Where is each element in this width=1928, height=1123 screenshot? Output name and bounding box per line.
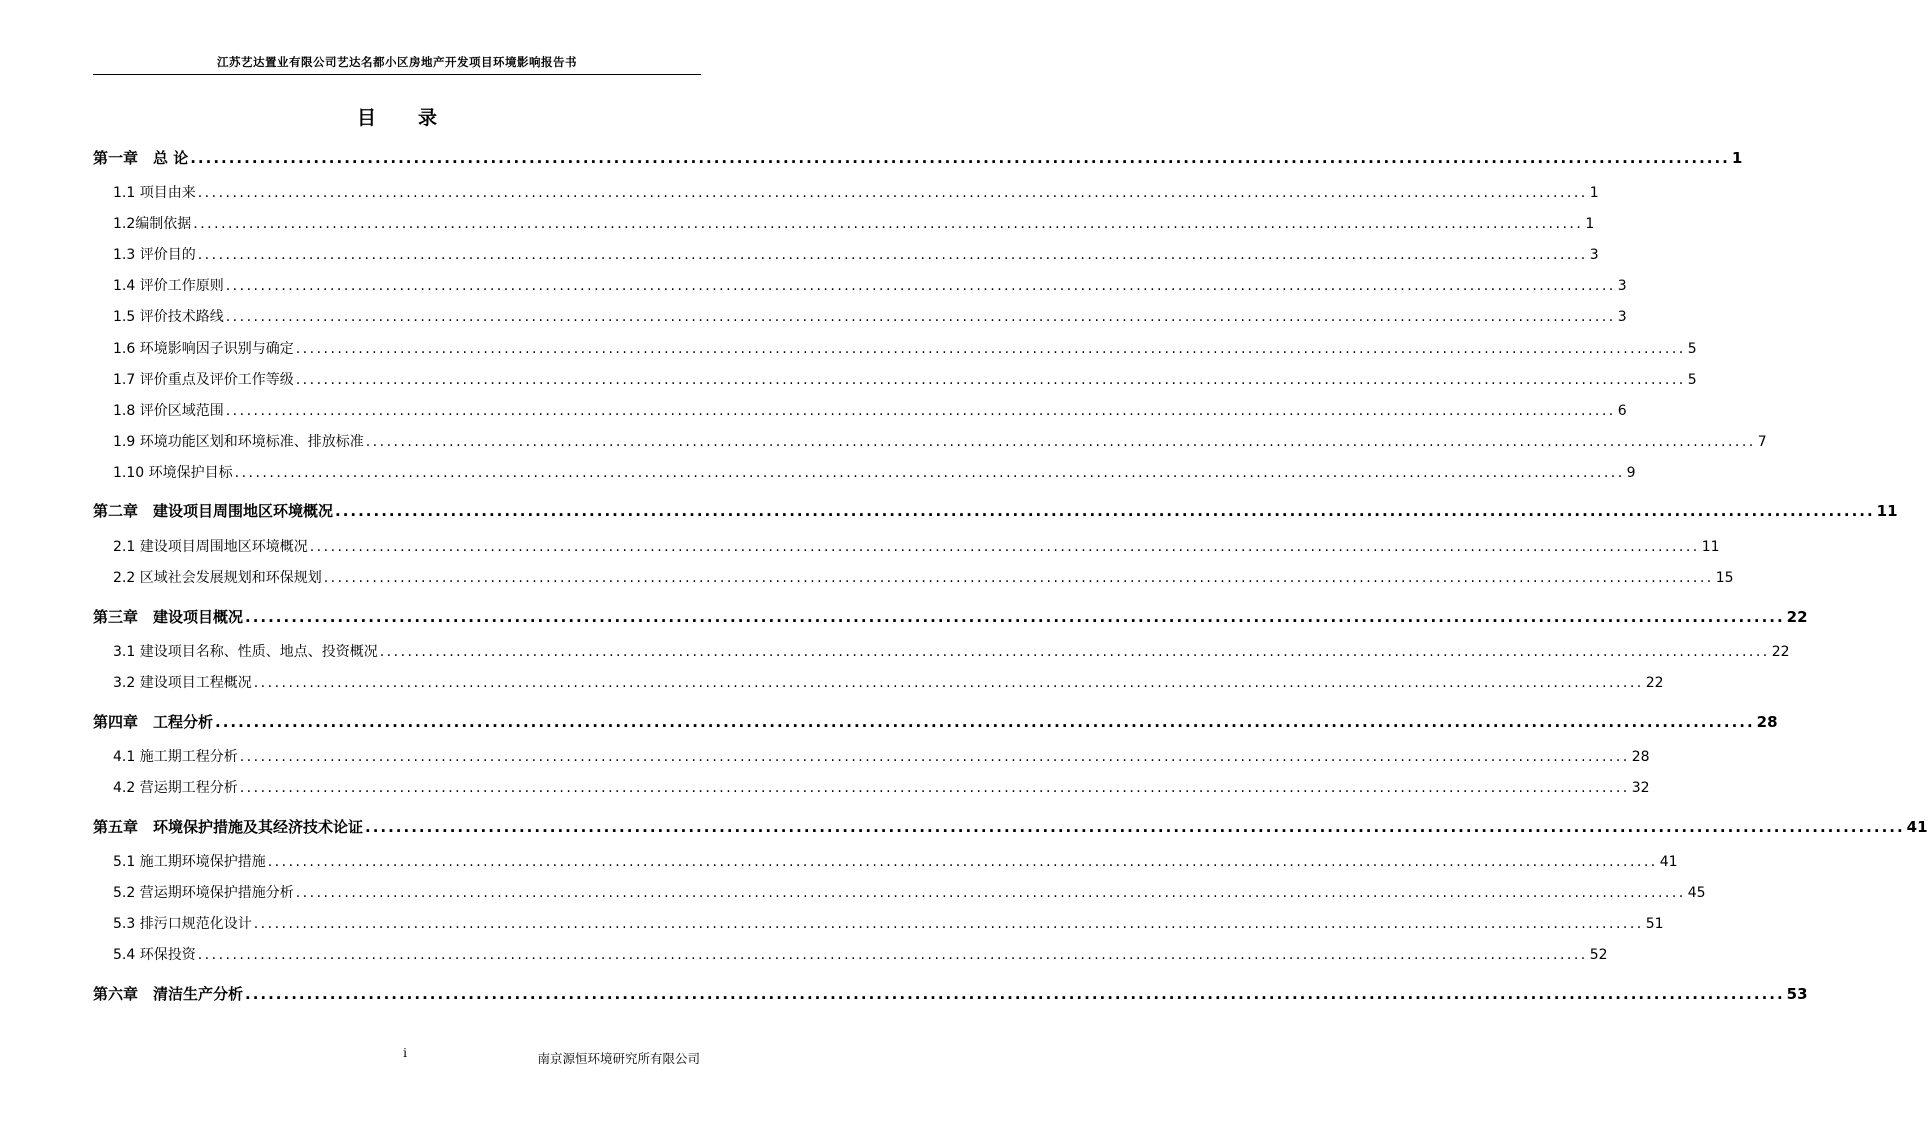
title-char-2: 录: [418, 107, 438, 129]
toc-entry-label: 5.3 排污口规范化设计: [113, 916, 252, 932]
toc-entry-page: 5: [1687, 341, 1697, 357]
toc-entry-page: 53: [1786, 985, 1808, 1003]
running-header: 江苏艺达置业有限公司艺达名都小区房地产开发项目环境影响报告书: [217, 55, 577, 69]
toc-dot-leader: ........................................................................................................................................................................................................: [335, 502, 1875, 520]
toc-chapter-entry[interactable]: [93, 816, 1928, 837]
toc-entry-page: 28: [1631, 749, 1650, 765]
toc-entry-page: 3: [1617, 309, 1627, 325]
toc-section-entry[interactable]: [113, 275, 1627, 295]
toc-entry-page: 1: [1731, 149, 1743, 167]
toc-section-entry[interactable]: [113, 851, 1678, 871]
toc-entry-label: 5.1 施工期环境保护措施: [113, 854, 266, 870]
toc-section-entry[interactable]: [113, 567, 1734, 587]
toc-entry-page: 32: [1631, 780, 1650, 796]
toc-section-entry[interactable]: [113, 641, 1790, 661]
toc-entry-page: 41: [1659, 854, 1678, 870]
toc-dot-leader: ........................................................................................................................................................................................................: [295, 372, 1686, 388]
toc-section-entry[interactable]: [113, 431, 1767, 451]
toc-dot-leader: ........................................................................................................................................................................................................: [245, 608, 1785, 626]
footer-organization: 南京源恒环境研究所有限公司: [537, 1051, 700, 1066]
toc-entry-page: 22: [1645, 675, 1664, 691]
toc-dot-leader: ........................................................................................................................................................................................................: [295, 885, 1686, 901]
toc-chapter-entry[interactable]: [93, 983, 1808, 1004]
toc-dot-leader: ........................................................................................................................................................................................................: [365, 434, 1756, 450]
toc-entry-label: 第三章 建设项目概况: [93, 608, 244, 626]
toc-entry-label: 1.1 项目由来: [113, 185, 196, 201]
toc-section-entry[interactable]: [113, 400, 1627, 420]
toc-dot-leader: ........................................................................................................................................................................................................: [379, 644, 1770, 660]
toc-entry-page: 41: [1906, 818, 1928, 836]
toc-entry-label: 1.4 评价工作原则: [113, 278, 224, 294]
toc-dot-leader: ........................................................................................................................................................................................................: [197, 185, 1588, 201]
toc-entry-label: 3.2 建设项目工程概况: [113, 675, 252, 691]
toc-entry-label: 1.10 环境保护目标: [113, 465, 233, 481]
toc-dot-leader: ........................................................................................................................................................................................................: [234, 465, 1625, 481]
toc-entry-page: 15: [1715, 570, 1734, 586]
toc-entry-label: 1.2编制依据: [113, 216, 192, 232]
toc-entry-page: 52: [1589, 947, 1608, 963]
title-char-1: 目: [356, 107, 376, 129]
toc-entry-page: 7: [1757, 434, 1767, 450]
toc-chapter-entry[interactable]: [93, 500, 1898, 521]
toc-chapter-entry[interactable]: [93, 711, 1778, 732]
toc-dot-leader: ........................................................................................................................................................................................................: [225, 278, 1616, 294]
footer-page-number: i: [403, 1046, 407, 1060]
toc-dot-leader: ........................................................................................................................................................................................................: [225, 309, 1616, 325]
toc-section-entry[interactable]: [113, 536, 1720, 556]
toc-entry-label: 第四章 工程分析: [93, 713, 214, 731]
toc-entry-label: 1.5 评价技术路线: [113, 309, 224, 325]
toc-dot-leader: ........................................................................................................................................................................................................: [239, 780, 1630, 796]
toc-section-entry[interactable]: [113, 306, 1627, 326]
toc-entry-page: 51: [1645, 916, 1664, 932]
toc-entry-label: 1.6 环境影响因子识别与确定: [113, 341, 294, 357]
toc-dot-leader: ........................................................................................................................................................................................................: [267, 854, 1658, 870]
toc-section-entry[interactable]: [113, 672, 1664, 692]
toc-entry-page: 1: [1585, 216, 1595, 232]
toc-entry-label: 第二章 建设项目周围地区环境概况: [93, 502, 334, 520]
toc-entry-page: 3: [1617, 278, 1627, 294]
toc-dot-leader: ........................................................................................................................................................................................................: [193, 216, 1584, 232]
toc-entry-label: 第六章 清洁生产分析: [93, 985, 244, 1003]
toc-chapter-entry[interactable]: [93, 606, 1808, 627]
toc-entry-page: 11: [1701, 539, 1720, 555]
toc-entry-page: 5: [1687, 372, 1697, 388]
toc-dot-leader: ........................................................................................................................................................................................................: [215, 713, 1755, 731]
toc-section-entry[interactable]: [113, 746, 1650, 766]
toc-entry-label: 第一章 总 论: [93, 149, 189, 167]
toc-dot-leader: ........................................................................................................................................................................................................: [197, 947, 1588, 963]
toc-entry-label: 3.1 建设项目名称、性质、地点、投资概况: [113, 644, 378, 660]
toc-entry-label: 第五章 环境保护措施及其经济技术论证: [93, 818, 364, 836]
toc-entry-label: 4.2 营运期工程分析: [113, 780, 238, 796]
toc-section-entry[interactable]: [113, 244, 1599, 264]
toc-section-entry[interactable]: [113, 777, 1650, 797]
toc-entry-page: 11: [1876, 502, 1898, 520]
toc-entry-label: 1.8 评价区域范围: [113, 403, 224, 419]
toc-dot-leader: ........................................................................................................................................................................................................: [245, 985, 1785, 1003]
toc-entry-page: 1: [1589, 185, 1599, 201]
toc-section-entry[interactable]: [113, 338, 1697, 358]
toc-dot-leader: ........................................................................................................................................................................................................: [197, 247, 1588, 263]
toc-section-entry[interactable]: [113, 462, 1636, 482]
toc-section-entry[interactable]: [113, 882, 1706, 902]
toc-entry-page: 6: [1617, 403, 1627, 419]
toc-entry-page: 45: [1687, 885, 1706, 901]
toc-entry-page: 3: [1589, 247, 1599, 263]
toc-entry-page: 9: [1626, 465, 1636, 481]
toc-entry-page: 28: [1756, 713, 1778, 731]
toc-entry-label: 2.1 建设项目周围地区环境概况: [113, 539, 308, 555]
toc-dot-leader: ........................................................................................................................................................................................................: [253, 916, 1644, 932]
toc-dot-leader: ........................................................................................................................................................................................................: [253, 675, 1644, 691]
toc-entry-label: 2.2 区域社会发展规划和环保规划: [113, 570, 322, 586]
toc-entry-page: 22: [1771, 644, 1790, 660]
toc-entry-label: 4.1 施工期工程分析: [113, 749, 238, 765]
toc-dot-leader: ........................................................................................................................................................................................................: [225, 403, 1616, 419]
toc-dot-leader: ........................................................................................................................................................................................................: [365, 818, 1905, 836]
toc-dot-leader: ........................................................................................................................................................................................................: [190, 149, 1730, 167]
toc-dot-leader: ........................................................................................................................................................................................................: [323, 570, 1714, 586]
toc-chapter-entry[interactable]: [93, 147, 1743, 168]
toc-section-entry[interactable]: [113, 369, 1697, 389]
toc-section-entry[interactable]: [113, 944, 1608, 964]
toc-entry-label: 1.7 评价重点及评价工作等级: [113, 372, 294, 388]
toc-dot-leader: ........................................................................................................................................................................................................: [239, 749, 1630, 765]
toc-dot-leader: ........................................................................................................................................................................................................: [295, 341, 1686, 357]
toc-entry-label: 1.9 环境功能区划和环境标准、排放标准: [113, 434, 364, 450]
toc-entry-page: 22: [1786, 608, 1808, 626]
toc-section-entry[interactable]: [113, 913, 1664, 933]
toc-entry-label: 5.2 营运期环境保护措施分析: [113, 885, 294, 901]
toc-section-entry[interactable]: [113, 182, 1599, 202]
toc-section-entry[interactable]: [113, 213, 1595, 233]
toc-entry-label: 1.3 评价目的: [113, 247, 196, 263]
toc-entry-label: 5.4 环保投资: [113, 947, 196, 963]
toc-dot-leader: ........................................................................................................................................................................................................: [309, 539, 1700, 555]
